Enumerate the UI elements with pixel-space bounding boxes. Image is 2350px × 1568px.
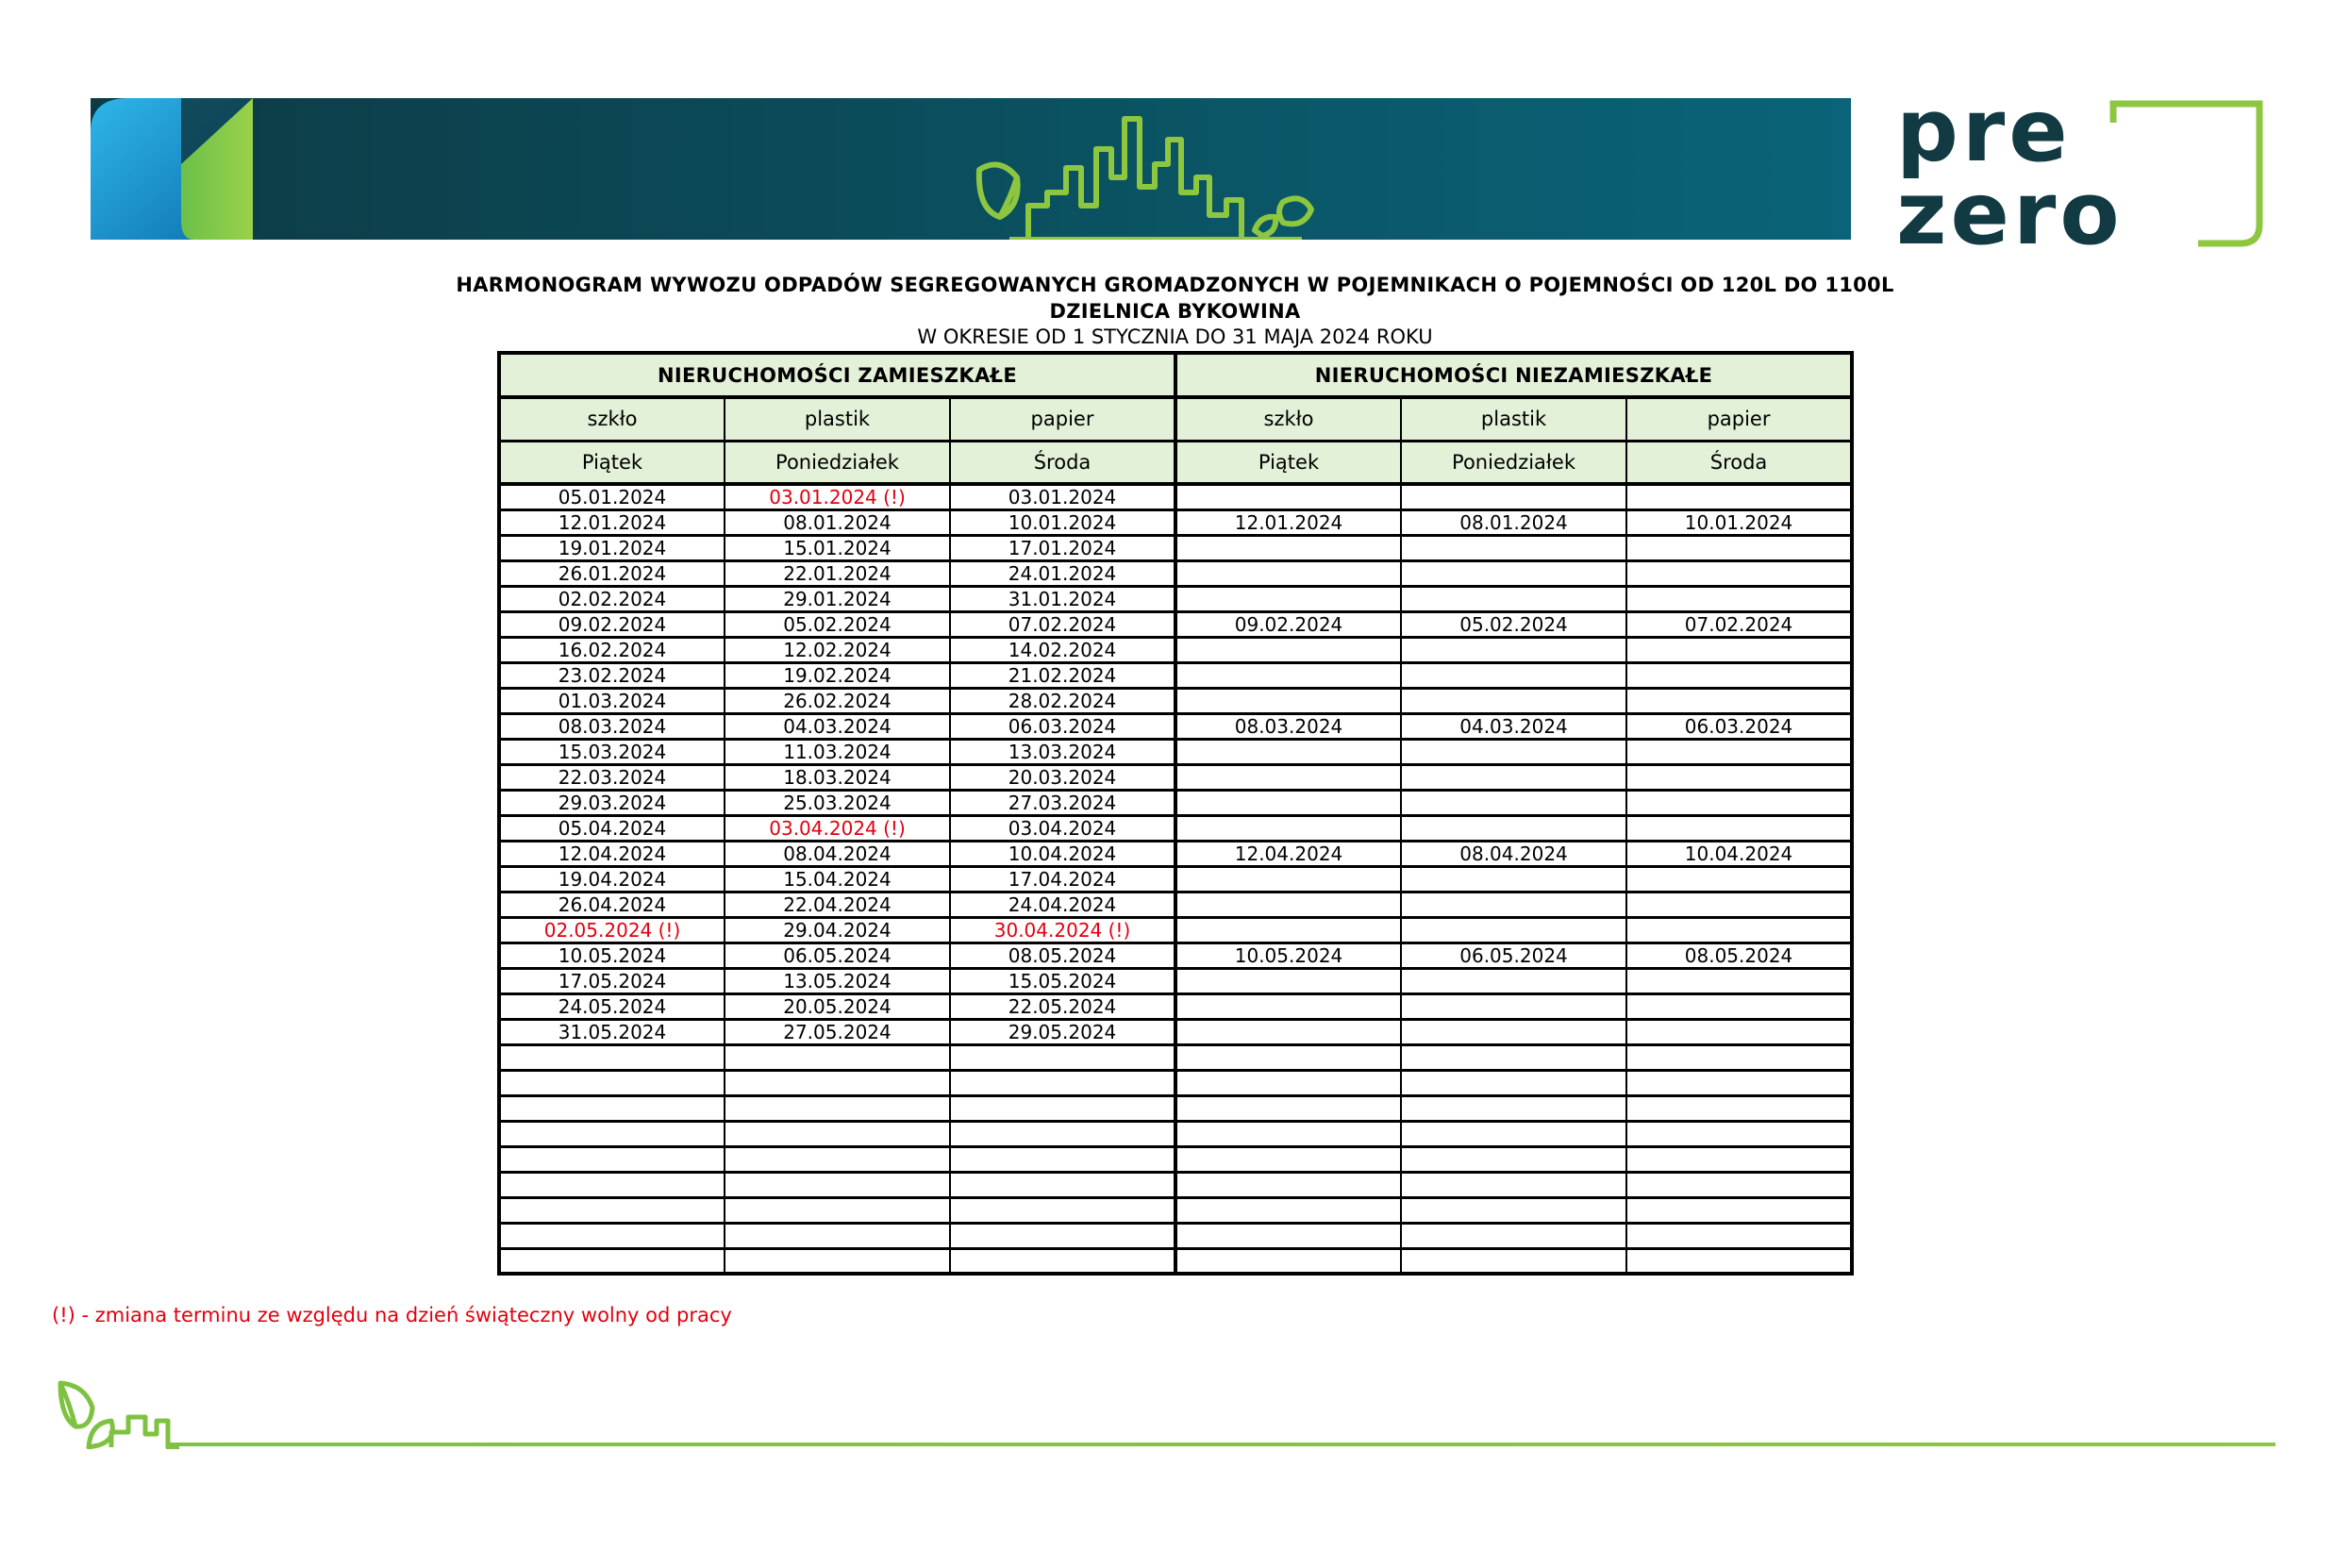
date-cell bbox=[1626, 1248, 1852, 1274]
date-cell bbox=[1401, 535, 1626, 560]
table-row bbox=[499, 688, 1852, 713]
date-cell bbox=[1626, 1197, 1852, 1223]
date-cell bbox=[1175, 1070, 1401, 1095]
date-cell bbox=[725, 1044, 950, 1070]
date-cell bbox=[1626, 637, 1852, 662]
date-cell bbox=[725, 1121, 950, 1146]
column-header-waste-type: plastik bbox=[725, 397, 950, 441]
table-row bbox=[499, 1044, 1852, 1070]
table-row bbox=[499, 1146, 1852, 1172]
table-row bbox=[499, 1172, 1852, 1197]
table-row bbox=[499, 841, 1852, 866]
date-cell: 20.05.2024 bbox=[725, 993, 950, 1019]
date-cell: 03.04.2024 bbox=[950, 815, 1175, 841]
table-row bbox=[499, 815, 1852, 841]
date-cell: 10.04.2024 bbox=[950, 841, 1175, 866]
column-header-waste-type: szkło bbox=[1175, 397, 1401, 441]
column-header-weekday: Poniedziałek bbox=[1401, 441, 1626, 484]
date-cell: 22.04.2024 bbox=[725, 892, 950, 917]
date-cell bbox=[499, 1172, 725, 1197]
date-cell: 05.02.2024 bbox=[1401, 611, 1626, 637]
date-cell bbox=[1401, 1121, 1626, 1146]
date-cell bbox=[1401, 1095, 1626, 1121]
date-cell bbox=[1175, 815, 1401, 841]
date-cell bbox=[1401, 764, 1626, 790]
date-cell: 06.05.2024 bbox=[1401, 942, 1626, 968]
date-cell bbox=[725, 1095, 950, 1121]
banner-corner-graphic bbox=[91, 98, 257, 240]
date-cell bbox=[1401, 866, 1626, 892]
date-cell: 29.01.2024 bbox=[725, 586, 950, 611]
date-cell bbox=[1175, 790, 1401, 815]
date-cell: 28.02.2024 bbox=[950, 688, 1175, 713]
date-cell: 09.02.2024 bbox=[1175, 611, 1401, 637]
column-header-waste-type: plastik bbox=[1401, 397, 1626, 441]
date-cell bbox=[1401, 815, 1626, 841]
date-cell: 18.03.2024 bbox=[725, 764, 950, 790]
group-header-residential: NIERUCHOMOŚCI ZAMIESZKAŁE bbox=[499, 353, 1175, 397]
date-cell: 10.05.2024 bbox=[1175, 942, 1401, 968]
date-cell bbox=[1401, 1172, 1626, 1197]
table-row bbox=[499, 713, 1852, 739]
date-cell bbox=[1175, 586, 1401, 611]
date-cell bbox=[1175, 764, 1401, 790]
column-header-weekday: Środa bbox=[950, 441, 1175, 484]
date-cell bbox=[1626, 892, 1852, 917]
date-cell bbox=[499, 1146, 725, 1172]
footer-leaf-building-icon bbox=[57, 1379, 179, 1449]
date-cell bbox=[950, 1070, 1175, 1095]
date-cell: 04.03.2024 bbox=[1401, 713, 1626, 739]
table-row bbox=[499, 1197, 1852, 1223]
date-cell bbox=[950, 1121, 1175, 1146]
date-cell bbox=[1401, 1248, 1626, 1274]
date-cell: 03.04.2024 (!) bbox=[725, 815, 950, 841]
prezero-logo bbox=[1896, 94, 2274, 255]
date-cell: 31.01.2024 bbox=[950, 586, 1175, 611]
date-cell bbox=[499, 1044, 725, 1070]
group-header-non-residential: NIERUCHOMOŚCI NIEZAMIESZKAŁE bbox=[1175, 353, 1852, 397]
date-cell: 01.03.2024 bbox=[499, 688, 725, 713]
date-cell: 15.05.2024 bbox=[950, 968, 1175, 993]
date-cell bbox=[1401, 586, 1626, 611]
date-cell: 15.04.2024 bbox=[725, 866, 950, 892]
date-cell: 19.01.2024 bbox=[499, 535, 725, 560]
date-cell bbox=[1401, 1223, 1626, 1248]
table-row bbox=[499, 1121, 1852, 1146]
date-cell bbox=[1626, 1121, 1852, 1146]
date-cell: 15.01.2024 bbox=[725, 535, 950, 560]
date-cell: 06.03.2024 bbox=[950, 713, 1175, 739]
date-cell: 30.04.2024 (!) bbox=[950, 917, 1175, 942]
date-cell bbox=[1175, 917, 1401, 942]
date-cell bbox=[1401, 790, 1626, 815]
date-cell: 10.01.2024 bbox=[1626, 509, 1852, 535]
date-cell bbox=[725, 1146, 950, 1172]
date-cell bbox=[1401, 993, 1626, 1019]
column-header-waste-type: szkło bbox=[499, 397, 725, 441]
table-row bbox=[499, 560, 1852, 586]
date-cell bbox=[1626, 1070, 1852, 1095]
table-row bbox=[499, 662, 1852, 688]
date-cell: 08.03.2024 bbox=[499, 713, 725, 739]
table-row bbox=[499, 509, 1852, 535]
table-row bbox=[499, 764, 1852, 790]
date-cell: 22.01.2024 bbox=[725, 560, 950, 586]
date-cell bbox=[1401, 637, 1626, 662]
date-cell: 03.01.2024 (!) bbox=[725, 484, 950, 509]
date-cell: 03.01.2024 bbox=[950, 484, 1175, 509]
table-row bbox=[499, 968, 1852, 993]
table-row bbox=[499, 484, 1852, 509]
column-header-weekday: Poniedziałek bbox=[725, 441, 950, 484]
logo-text-zero: zero bbox=[1896, 163, 2124, 255]
date-cell: 08.04.2024 bbox=[1401, 841, 1626, 866]
table-row bbox=[499, 535, 1852, 560]
date-cell bbox=[725, 1070, 950, 1095]
logo-text-pre: pre bbox=[1896, 94, 2072, 181]
table-row bbox=[499, 917, 1852, 942]
date-cell: 02.02.2024 bbox=[499, 586, 725, 611]
date-cell: 26.01.2024 bbox=[499, 560, 725, 586]
date-cell bbox=[1175, 560, 1401, 586]
date-cell bbox=[1401, 1197, 1626, 1223]
date-cell: 24.04.2024 bbox=[950, 892, 1175, 917]
table-row bbox=[499, 1019, 1852, 1044]
date-cell: 12.02.2024 bbox=[725, 637, 950, 662]
date-cell: 31.05.2024 bbox=[499, 1019, 725, 1044]
date-cell: 10.04.2024 bbox=[1626, 841, 1852, 866]
date-cell bbox=[499, 1223, 725, 1248]
date-cell: 27.03.2024 bbox=[950, 790, 1175, 815]
date-cell bbox=[1626, 739, 1852, 764]
date-cell: 08.01.2024 bbox=[725, 509, 950, 535]
date-cell bbox=[499, 1121, 725, 1146]
date-cell bbox=[950, 1044, 1175, 1070]
table-row bbox=[499, 637, 1852, 662]
date-cell bbox=[725, 1172, 950, 1197]
date-cell: 17.04.2024 bbox=[950, 866, 1175, 892]
date-cell: 29.03.2024 bbox=[499, 790, 725, 815]
column-header-waste-type: papier bbox=[1626, 397, 1852, 441]
date-cell: 15.03.2024 bbox=[499, 739, 725, 764]
date-cell: 22.05.2024 bbox=[950, 993, 1175, 1019]
date-cell: 08.05.2024 bbox=[1626, 942, 1852, 968]
date-cell bbox=[1175, 1044, 1401, 1070]
date-cell: 13.03.2024 bbox=[950, 739, 1175, 764]
date-cell bbox=[1401, 688, 1626, 713]
date-cell bbox=[1626, 993, 1852, 1019]
date-cell bbox=[1626, 586, 1852, 611]
date-cell: 25.03.2024 bbox=[725, 790, 950, 815]
table-row bbox=[499, 586, 1852, 611]
date-cell: 08.01.2024 bbox=[1401, 509, 1626, 535]
table-row bbox=[499, 790, 1852, 815]
footer-line bbox=[170, 1443, 2275, 1446]
date-cell bbox=[1401, 1146, 1626, 1172]
date-cell bbox=[1401, 968, 1626, 993]
date-cell: 22.03.2024 bbox=[499, 764, 725, 790]
date-cell bbox=[1401, 1070, 1626, 1095]
date-cell bbox=[1175, 968, 1401, 993]
date-cell: 29.05.2024 bbox=[950, 1019, 1175, 1044]
date-cell: 12.04.2024 bbox=[499, 841, 725, 866]
header-banner bbox=[91, 98, 1851, 240]
date-cell bbox=[1175, 739, 1401, 764]
date-cell: 05.02.2024 bbox=[725, 611, 950, 637]
date-cell bbox=[950, 1223, 1175, 1248]
date-cell bbox=[1626, 790, 1852, 815]
column-header-weekday: Środa bbox=[1626, 441, 1852, 484]
date-cell bbox=[1626, 535, 1852, 560]
date-cell bbox=[1175, 866, 1401, 892]
column-header-waste-type: papier bbox=[950, 397, 1175, 441]
date-cell: 19.04.2024 bbox=[499, 866, 725, 892]
table-row bbox=[499, 866, 1852, 892]
date-cell bbox=[1175, 484, 1401, 509]
date-cell bbox=[1175, 1095, 1401, 1121]
date-cell bbox=[1626, 1223, 1852, 1248]
date-cell bbox=[1175, 1248, 1401, 1274]
table-row bbox=[499, 942, 1852, 968]
date-cell: 06.05.2024 bbox=[725, 942, 950, 968]
date-cell bbox=[950, 1095, 1175, 1121]
date-cell bbox=[1175, 1121, 1401, 1146]
date-cell: 26.04.2024 bbox=[499, 892, 725, 917]
date-cell bbox=[950, 1146, 1175, 1172]
date-cell: 12.01.2024 bbox=[499, 509, 725, 535]
date-cell: 24.01.2024 bbox=[950, 560, 1175, 586]
date-cell bbox=[1626, 688, 1852, 713]
date-cell bbox=[499, 1197, 725, 1223]
table-row bbox=[499, 892, 1852, 917]
date-cell: 05.01.2024 bbox=[499, 484, 725, 509]
table-row bbox=[499, 611, 1852, 637]
date-cell: 19.02.2024 bbox=[725, 662, 950, 688]
table-row bbox=[499, 1248, 1852, 1274]
date-cell bbox=[725, 1223, 950, 1248]
date-cell: 29.04.2024 bbox=[725, 917, 950, 942]
table-row bbox=[499, 739, 1852, 764]
date-cell: 17.05.2024 bbox=[499, 968, 725, 993]
table-row bbox=[499, 1223, 1852, 1248]
date-cell bbox=[1175, 688, 1401, 713]
date-cell bbox=[1175, 1172, 1401, 1197]
date-cell bbox=[1626, 917, 1852, 942]
schedule-title: HARMONOGRAM WYWOZU ODPADÓW SEGREGOWANYCH GROMADZONYCH W POJEMNIKACH O POJEMNOŚCI OD 120L DO 1100L bbox=[456, 274, 1894, 296]
date-cell: 21.02.2024 bbox=[950, 662, 1175, 688]
column-header-weekday: Piątek bbox=[1175, 441, 1401, 484]
date-cell: 20.03.2024 bbox=[950, 764, 1175, 790]
schedule-table bbox=[497, 351, 1854, 1276]
date-cell bbox=[1175, 1146, 1401, 1172]
date-cell bbox=[1401, 560, 1626, 586]
date-cell: 05.04.2024 bbox=[499, 815, 725, 841]
date-cell: 02.05.2024 (!) bbox=[499, 917, 725, 942]
date-cell bbox=[499, 1095, 725, 1121]
date-cell bbox=[1626, 764, 1852, 790]
date-cell bbox=[1175, 892, 1401, 917]
date-cell: 27.05.2024 bbox=[725, 1019, 950, 1044]
date-cell: 12.04.2024 bbox=[1175, 841, 1401, 866]
date-cell bbox=[1175, 662, 1401, 688]
date-cell: 11.03.2024 bbox=[725, 739, 950, 764]
date-cell bbox=[1175, 1019, 1401, 1044]
date-cell: 06.03.2024 bbox=[1626, 713, 1852, 739]
date-cell bbox=[725, 1197, 950, 1223]
date-cell bbox=[1626, 560, 1852, 586]
date-cell bbox=[950, 1172, 1175, 1197]
schedule-period: W OKRESIE OD 1 STYCZNIA DO 31 MAJA 2024 ROKU bbox=[917, 325, 1433, 348]
date-cell bbox=[1401, 662, 1626, 688]
table-row bbox=[499, 1095, 1852, 1121]
date-cell: 13.05.2024 bbox=[725, 968, 950, 993]
date-cell bbox=[1626, 662, 1852, 688]
date-cell bbox=[1401, 1044, 1626, 1070]
date-cell: 07.02.2024 bbox=[1626, 611, 1852, 637]
date-cell bbox=[1175, 993, 1401, 1019]
date-cell bbox=[1175, 535, 1401, 560]
date-cell: 07.02.2024 bbox=[950, 611, 1175, 637]
date-cell: 17.01.2024 bbox=[950, 535, 1175, 560]
date-cell: 08.03.2024 bbox=[1175, 713, 1401, 739]
footnote: (!) - zmiana terminu ze względu na dzień świąteczny wolny od pracy bbox=[52, 1304, 732, 1326]
date-cell: 10.01.2024 bbox=[950, 509, 1175, 535]
date-cell: 09.02.2024 bbox=[499, 611, 725, 637]
date-cell bbox=[950, 1197, 1175, 1223]
date-cell bbox=[1401, 739, 1626, 764]
date-cell bbox=[1626, 484, 1852, 509]
date-cell bbox=[1175, 637, 1401, 662]
date-cell bbox=[1626, 1044, 1852, 1070]
date-cell: 10.05.2024 bbox=[499, 942, 725, 968]
date-cell bbox=[1626, 968, 1852, 993]
date-cell: 16.02.2024 bbox=[499, 637, 725, 662]
table-row bbox=[499, 993, 1852, 1019]
date-cell bbox=[499, 1248, 725, 1274]
date-cell: 08.05.2024 bbox=[950, 942, 1175, 968]
date-cell bbox=[725, 1248, 950, 1274]
date-cell: 08.04.2024 bbox=[725, 841, 950, 866]
city-skyline-icon bbox=[972, 111, 1340, 240]
date-cell: 26.02.2024 bbox=[725, 688, 950, 713]
date-cell: 14.02.2024 bbox=[950, 637, 1175, 662]
table-row bbox=[499, 1070, 1852, 1095]
date-cell bbox=[1175, 1197, 1401, 1223]
date-cell bbox=[1626, 866, 1852, 892]
date-cell bbox=[1626, 1172, 1852, 1197]
date-cell bbox=[1401, 484, 1626, 509]
column-header-weekday: Piątek bbox=[499, 441, 725, 484]
date-cell: 24.05.2024 bbox=[499, 993, 725, 1019]
date-cell bbox=[1626, 1095, 1852, 1121]
date-cell bbox=[950, 1248, 1175, 1274]
date-cell bbox=[1626, 815, 1852, 841]
date-cell: 04.03.2024 bbox=[725, 713, 950, 739]
date-cell bbox=[1401, 917, 1626, 942]
date-cell: 12.01.2024 bbox=[1175, 509, 1401, 535]
date-cell bbox=[1626, 1019, 1852, 1044]
date-cell bbox=[1175, 1223, 1401, 1248]
date-cell: 23.02.2024 bbox=[499, 662, 725, 688]
district-name: DZIELNICA BYKOWINA bbox=[1049, 300, 1301, 323]
date-cell bbox=[1401, 1019, 1626, 1044]
date-cell bbox=[1626, 1146, 1852, 1172]
date-cell bbox=[499, 1070, 725, 1095]
date-cell bbox=[1401, 892, 1626, 917]
